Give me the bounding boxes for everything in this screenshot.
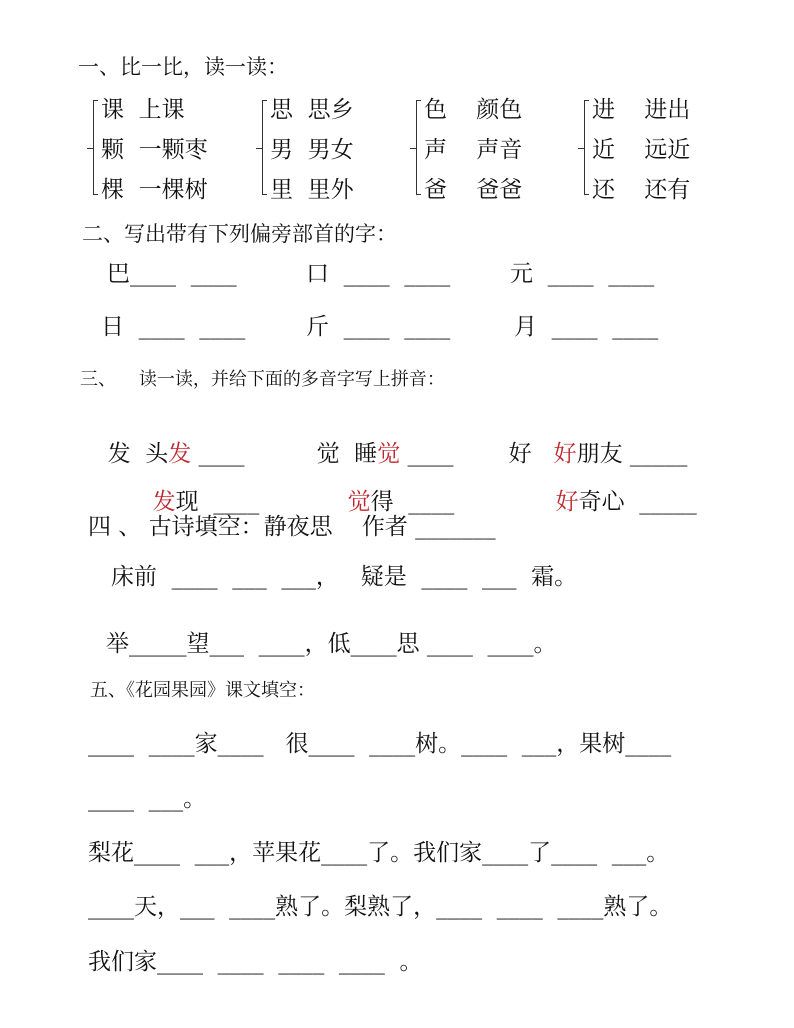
- compare-item: 思 思乡: [270, 97, 354, 123]
- text-fill-line: 梨花____ ___，苹果花____了。我们家____了____ ___。: [88, 840, 670, 866]
- compare-item: 进 进出: [592, 97, 691, 123]
- radical-blank: 月 ____ ____: [514, 314, 659, 340]
- radical-blank: 日 ____ ____: [101, 314, 246, 340]
- compare-item: 声 声音: [424, 137, 523, 163]
- text-fill-line: 我们家____ ____ ____ ____ 。: [88, 949, 423, 975]
- brace-2: [262, 100, 270, 195]
- compare-item: 还 还有: [592, 177, 691, 203]
- section5-title: 五、《花园果园》课文填空：: [90, 680, 315, 701]
- compare-item: 颗 一颗枣: [101, 137, 208, 163]
- compare-item: 课 上课: [101, 97, 185, 123]
- section1-title: 一、比一比，读一读：: [78, 55, 288, 79]
- compare-item: 里 里外: [270, 177, 354, 203]
- section3-title: 三、 读一读，并给下面的多音字写上拼音：: [80, 369, 445, 390]
- polyphone-item: 好 好朋友 _____: [508, 441, 688, 467]
- radical-blank: 巴____ ____: [107, 261, 237, 287]
- section2-title: 二、写出带有下列偏旁部首的字：: [82, 222, 397, 246]
- polyphone-item: 发现 ____: [152, 489, 260, 515]
- polyphone-item: 觉 睡觉 ____: [316, 441, 454, 467]
- polyphone-item: 觉得 ____: [347, 489, 455, 515]
- section4-title: 四 、 古诗填空：静夜思 作者 _______: [88, 514, 496, 540]
- text-fill-line: ____ ___。: [88, 786, 207, 812]
- compare-item: 近 远近: [592, 137, 691, 163]
- poem-line-1: 床前 ____ ___ ___， 疑是 ____ ___ 霜。: [111, 564, 578, 590]
- brace-1: [93, 100, 101, 195]
- text-fill-line: ____ ____家____ 很____ ____树。____ ___，果树____: [88, 731, 672, 757]
- text-fill-line: ____天，___ ____熟了。梨熟了，____ ____ ____熟了。: [88, 894, 673, 920]
- radical-blank: 口 ____ ____: [306, 261, 451, 287]
- radical-blank: 斤 ____ ____: [306, 314, 451, 340]
- polyphone-item: 发 头发 ____: [107, 441, 245, 467]
- brace-4: [584, 100, 592, 195]
- poem-line-2: 举_____望___ ____，低____思 ____ ____。: [106, 631, 557, 657]
- compare-item: 色 颜色: [424, 97, 523, 123]
- compare-item: 爸 爸爸: [424, 177, 523, 203]
- radical-blank: 元 ____ ____: [510, 261, 655, 287]
- compare-item: 棵 一棵树: [101, 177, 208, 203]
- compare-item: 男 男女: [270, 137, 354, 163]
- polyphone-item: 好奇心 _____: [555, 489, 697, 515]
- brace-3: [416, 100, 424, 195]
